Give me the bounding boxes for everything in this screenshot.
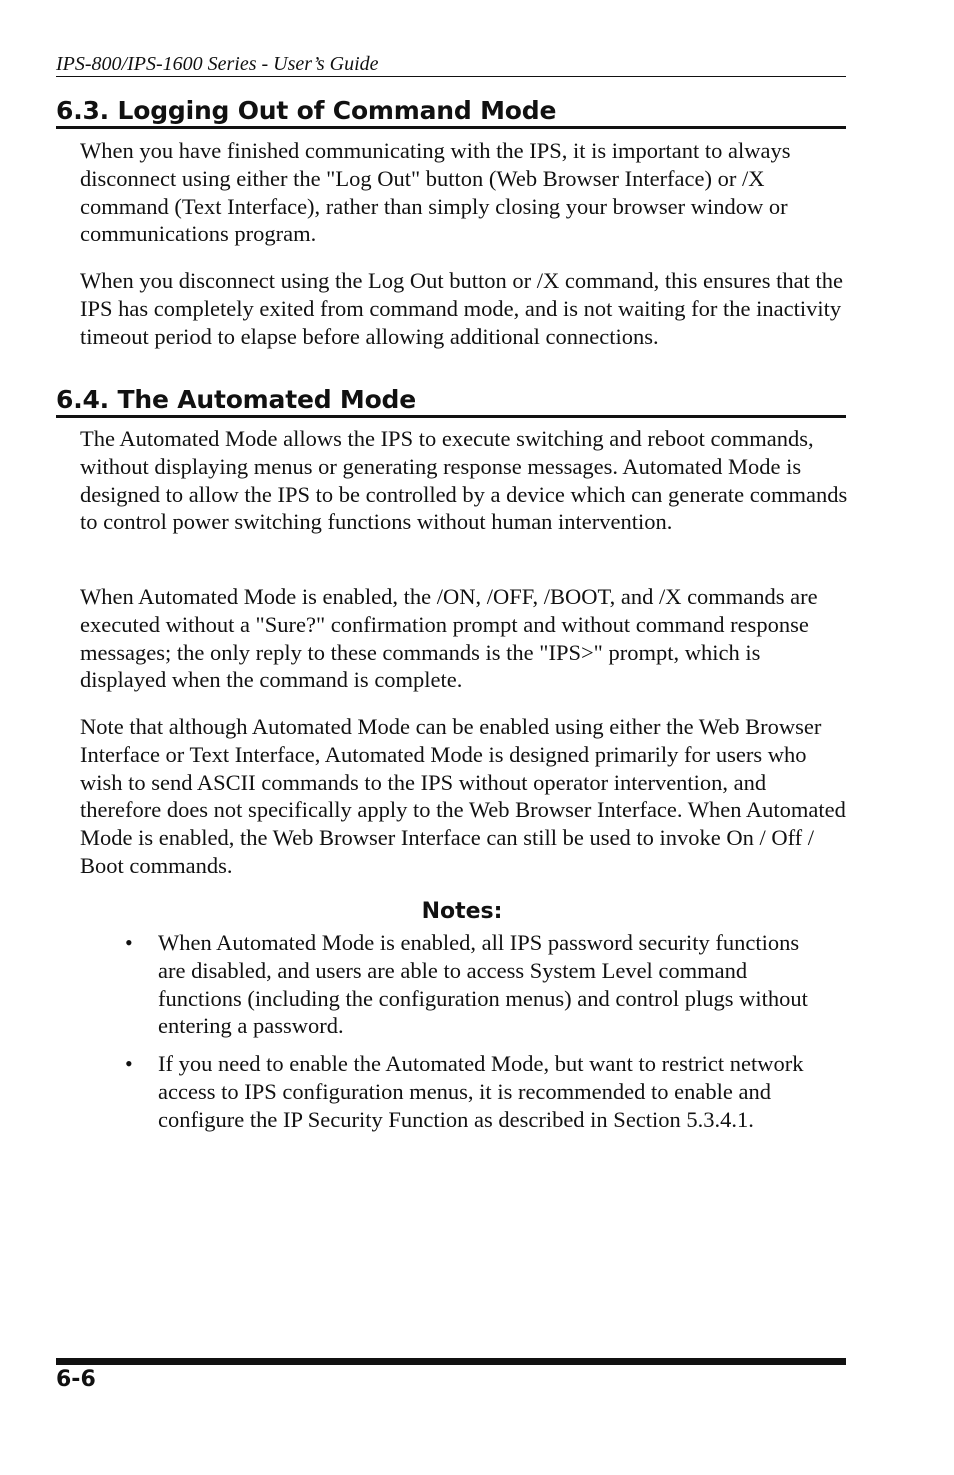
section-heading-6-4: 6.4. The Automated Mode xyxy=(56,385,416,414)
running-header: IPS-800/IPS-1600 Series - User’s Guide xyxy=(56,53,379,75)
paragraph: When you have finished communicating with the IPS, it is important to always disconnect using either the "Log Out" button (Web Browser Interface) or /X command (Text Interface), rather than simply closing your browser window or communications program. xyxy=(80,138,791,247)
bullet-icon: • xyxy=(125,930,133,955)
paragraph: Note that although Automated Mode can be enabled using either the Web Browser Interface or Text Interface, Automated Mode is designed primarily for users who wish to send ASCII commands to the IPS without operator intervention, and therefore does not specifically apply to the Web Browser Interface. When Automated Mode is enabled, the Web Browser Interface can still be used to invoke On / Off / Boot commands. xyxy=(80,714,846,878)
list-item-text: When Automated Mode is enabled, all IPS password security functions are disabled, and users are able to access System Level command functions (including the configuration menus) and control plugs without entering a password. xyxy=(158,930,808,1039)
paragraph: The Automated Mode allows the IPS to execute switching and reboot commands, without displaying menus or generating response messages. Automated Mode is designed to allow the IPS to be controlled by a device which can generate commands to control power switching functions without human intervention. xyxy=(80,426,848,535)
paragraph: When you disconnect using the Log Out button or /X command, this ensures that the IPS has completely exited from command mode, and is not waiting for the inactivity timeout period to elapse before allowing additional connections. xyxy=(80,268,843,349)
footer-divider xyxy=(56,1358,846,1365)
section-divider-6-4 xyxy=(56,415,846,418)
list-item-text: If you need to enable the Automated Mode, but want to restrict network access to IPS configuration menus, it is recommended to enable and configure the IP Security Function as described in Section 5.3.4.1. xyxy=(158,1051,804,1132)
section-heading-6-3: 6.3. Logging Out of Command Mode xyxy=(56,96,557,125)
bullet-icon: • xyxy=(125,1051,133,1076)
header-divider xyxy=(56,76,846,77)
notes-title: Notes: xyxy=(421,899,503,924)
page-number: 6-6 xyxy=(56,1367,96,1392)
section-divider-6-3 xyxy=(56,126,846,129)
paragraph: When Automated Mode is enabled, the /ON, /OFF, /BOOT, and /X commands are executed without a "Sure?" confirmation prompt and without command response messages; the only reply to these commands is the "IPS>" prompt, which is displayed when the command is complete. xyxy=(80,584,818,693)
